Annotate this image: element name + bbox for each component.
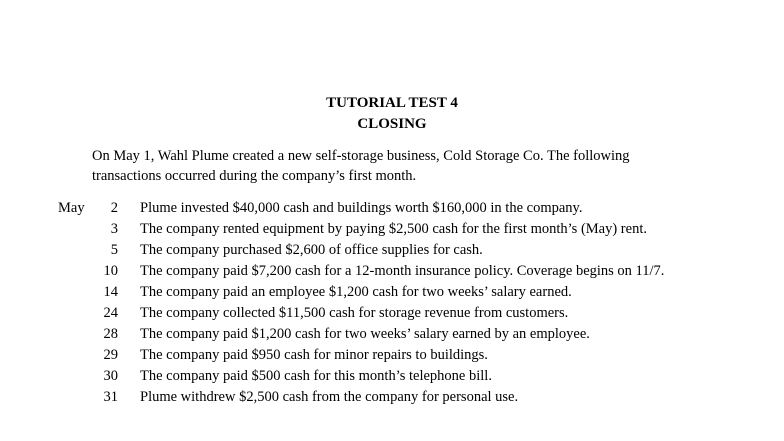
transaction-row	[0, 303, 784, 324]
transaction-list	[0, 198, 784, 408]
transaction-day: 31	[103, 389, 118, 405]
transaction-text: Plume withdrew $2,500 cash from the company for personal use.	[140, 389, 519, 405]
transaction-day: 30	[103, 368, 118, 384]
transaction-day: 2	[110, 200, 118, 216]
transaction-row	[0, 219, 784, 240]
transaction-row	[0, 324, 784, 345]
transaction-row	[0, 198, 784, 219]
transaction-row	[0, 282, 784, 303]
transaction-text: The company rented equipment by paying $2,500 cash for the first month’s (May) rent.	[140, 221, 647, 237]
transaction-text: The company paid an employee $1,200 cash for two weeks’ salary earned.	[140, 284, 572, 300]
document-title: TUTORIAL TEST 4	[326, 95, 458, 111]
transaction-month: May	[58, 200, 85, 216]
transaction-text: The company paid $7,200 cash for a 12-month insurance policy. Coverage begins on 11/7.	[140, 263, 665, 279]
transaction-day: 3	[110, 221, 118, 237]
transaction-day: 29	[103, 347, 118, 363]
transaction-day: 10	[103, 263, 118, 279]
transaction-text: The company paid $500 cash for this month’s telephone bill.	[140, 368, 492, 384]
transaction-day: 14	[103, 284, 118, 300]
intro-paragraph: On May 1, Wahl Plume created a new self-storage business, Cold Storage Co. The following transactions occurred during the company’s first month.	[92, 148, 630, 184]
transaction-text: The company purchased $2,600 of office supplies for cash.	[140, 242, 483, 258]
transaction-row	[0, 240, 784, 261]
transaction-text: The company paid $1,200 cash for two weeks’ salary earned by an employee.	[140, 326, 590, 342]
transaction-row	[0, 345, 784, 366]
transaction-text: The company paid $950 cash for minor repairs to buildings.	[140, 347, 488, 363]
transaction-text: Plume invested $40,000 cash and buildings worth $160,000 in the company.	[140, 200, 583, 216]
transaction-row	[0, 366, 784, 387]
transaction-day: 24	[103, 305, 118, 321]
transaction-day: 28	[103, 326, 118, 342]
transaction-row	[0, 261, 784, 282]
transaction-row	[0, 387, 784, 408]
document-subtitle: CLOSING	[357, 116, 427, 132]
transaction-day: 5	[110, 242, 118, 258]
transaction-text: The company collected $11,500 cash for storage revenue from customers.	[140, 305, 569, 321]
